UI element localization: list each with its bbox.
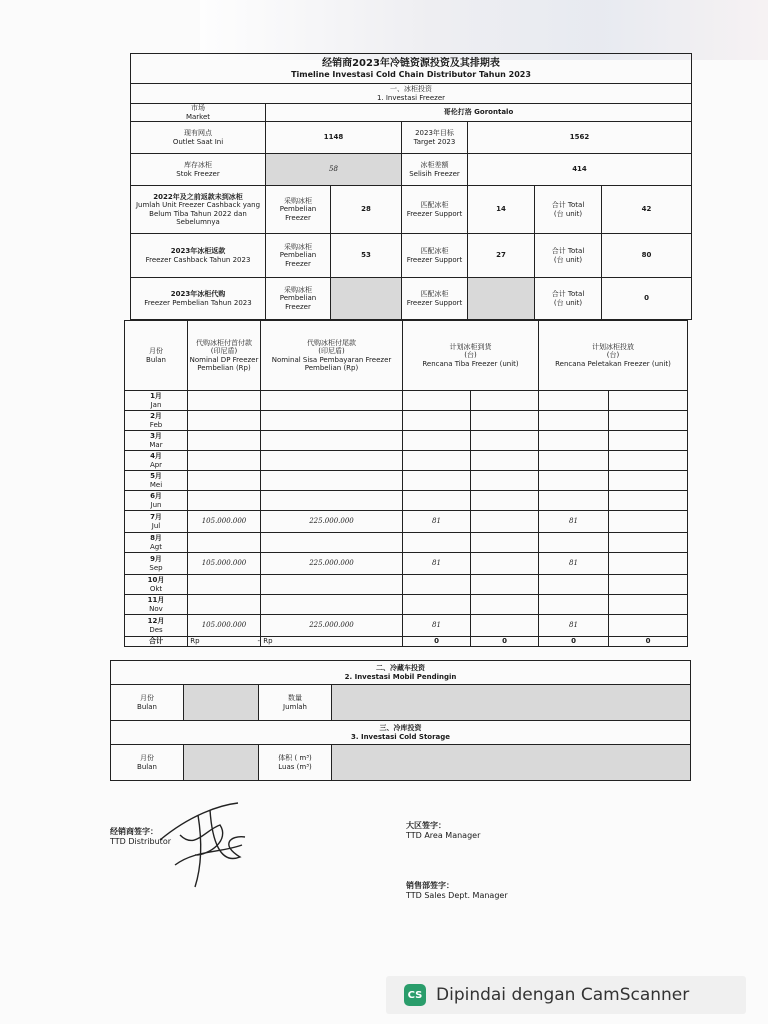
dp-value: 105.000.000 — [188, 553, 261, 575]
totals-dp: Rp - — [188, 637, 261, 647]
month-row — [125, 595, 688, 615]
support-label: 匹配冰柜 Freezer Support — [402, 278, 468, 320]
rest-value — [261, 491, 403, 511]
stock-label: 库存冰柜 Stok Freezer — [131, 154, 266, 186]
freezer-row-purchase-2023 — [131, 278, 692, 320]
month-row — [125, 615, 688, 637]
scan-glare — [200, 0, 768, 60]
purchase-label: 采购冰柜 Pembelian Freezer — [266, 234, 331, 278]
arrive-value: 81 — [403, 615, 471, 637]
place-extra — [609, 411, 688, 431]
form-title: 经销商2023年冷链资源投资及其排期表 Timeline Investasi Cold Chain Distributor Tahun 2023 — [131, 54, 692, 84]
rest-value: 225.000.000 — [261, 553, 403, 575]
sales-manager-signature-block: 销售部签字： TTD Sales Dept. Manager — [406, 881, 508, 900]
dp-value — [188, 451, 261, 471]
place-value — [539, 595, 609, 615]
arrive-value — [403, 491, 471, 511]
place-value: 81 — [539, 511, 609, 533]
purchase-label: 采购冰柜 Pembelian Freezer — [266, 278, 331, 320]
purchase-label: 采购冰柜 Pembelian Freezer — [266, 186, 331, 234]
month-label: 11月 Nov — [125, 595, 188, 615]
place-header: 计划冰柜投放 (台) Rencana Peletakan Freezer (unit) — [539, 321, 688, 391]
rest-value — [261, 391, 403, 411]
totals-rest: Rp — [261, 637, 403, 647]
section1-title: 一、冰柜投资 1. Investasi Freezer — [131, 84, 692, 104]
month-row — [125, 575, 688, 595]
section2-qty-label: 数量 Jumlah — [259, 685, 332, 721]
place-value — [539, 471, 609, 491]
total-label: 合计 Total (台 unit) — [535, 186, 602, 234]
totals-row — [125, 637, 688, 647]
place-value: 81 — [539, 615, 609, 637]
freezer-row-cashback-2023 — [131, 234, 692, 278]
arrive-value — [403, 575, 471, 595]
arrive-value — [403, 431, 471, 451]
purchase-value: 53 — [331, 234, 402, 278]
place-value — [539, 411, 609, 431]
rest-header: 代购冰柜付尾款 (印尼盾) Nominal Sisa Pembayaran Freezer Pembelian (Rp) — [261, 321, 403, 391]
area-manager-signature-block: 大区签字： TTD Area Manager — [406, 821, 481, 840]
total-value: 0 — [602, 278, 692, 320]
month-row — [125, 411, 688, 431]
month-label: 2月 Feb — [125, 411, 188, 431]
month-label: 9月 Sep — [125, 553, 188, 575]
arrive-extra — [471, 511, 539, 533]
totals-c3: 0 — [539, 637, 609, 647]
month-row — [125, 391, 688, 411]
freezer-row-cashback-2022 — [131, 186, 692, 234]
section2-month-value — [184, 685, 259, 721]
dp-value — [188, 471, 261, 491]
gap-label: 冰柜差额 Selisih Freezer — [402, 154, 468, 186]
arrive-extra — [471, 411, 539, 431]
place-value — [539, 431, 609, 451]
place-extra — [609, 451, 688, 471]
row-label: 2022年及之前返款未到冰柜 Jumlah Unit Freezer Cashback yang Belum Tiba Tahun 2022 dan Sebelumnya — [131, 186, 266, 234]
totals-label: 合计 — [125, 637, 188, 647]
dp-value — [188, 431, 261, 451]
place-extra — [609, 575, 688, 595]
dp-value: 105.000.000 — [188, 615, 261, 637]
dp-value — [188, 595, 261, 615]
month-label: 6月 Jun — [125, 491, 188, 511]
month-row — [125, 553, 688, 575]
investment-summary-table — [130, 53, 692, 320]
place-extra — [609, 431, 688, 451]
place-extra — [609, 553, 688, 575]
month-label: 5月 Mei — [125, 471, 188, 491]
camscanner-watermark — [386, 976, 746, 1014]
total-label: 合计 Total (台 unit) — [535, 278, 602, 320]
handwritten-signature — [150, 795, 250, 895]
dp-value — [188, 533, 261, 553]
dp-value — [188, 411, 261, 431]
arrive-extra — [471, 595, 539, 615]
place-value: 81 — [539, 553, 609, 575]
place-value — [539, 491, 609, 511]
section3-title: 三、冷库投资 3. Investasi Cold Storage — [111, 721, 691, 745]
section3-vol-value — [332, 745, 691, 781]
month-label: 7月 Jul — [125, 511, 188, 533]
totals-c1: 0 — [403, 637, 471, 647]
rest-value — [261, 451, 403, 471]
rest-value — [261, 431, 403, 451]
distributor-signature-block: 经销商签字： TTD Distributor — [110, 827, 172, 846]
dp-value — [188, 391, 261, 411]
section3-vol-label: 体积 ( m³) Luas (m³) — [259, 745, 332, 781]
place-extra — [609, 491, 688, 511]
arrive-value — [403, 391, 471, 411]
rest-value — [261, 595, 403, 615]
support-label: 匹配冰柜 Freezer Support — [402, 234, 468, 278]
place-value — [539, 533, 609, 553]
place-value — [539, 391, 609, 411]
arrive-value — [403, 471, 471, 491]
month-label: 12月 Des — [125, 615, 188, 637]
month-label: 4月 Apr — [125, 451, 188, 471]
arrive-extra — [471, 533, 539, 553]
rest-value: 225.000.000 — [261, 615, 403, 637]
arrive-value: 81 — [403, 511, 471, 533]
arrive-extra — [471, 615, 539, 637]
market-label: 市场 Market — [131, 104, 266, 122]
place-extra — [609, 391, 688, 411]
month-row — [125, 471, 688, 491]
target-label: 2023年目标 Target 2023 — [402, 122, 468, 154]
arrive-value: 81 — [403, 553, 471, 575]
market-value: 哥伦打洛 Gorontalo — [266, 104, 692, 122]
arrive-value — [403, 595, 471, 615]
place-extra — [609, 615, 688, 637]
totals-c2: 0 — [471, 637, 539, 647]
section2-title: 二、冷藏车投资 2. Investasi Mobil Pendingin — [111, 661, 691, 685]
month-row — [125, 431, 688, 451]
totals-c4: 0 — [609, 637, 688, 647]
rest-value — [261, 575, 403, 595]
vehicle-storage-table — [110, 660, 691, 781]
dp-header: 代购冰柜付首付款 (印尼盾) Nominal DP Freezer Pembelian (Rp) — [188, 321, 261, 391]
row-label: 2023年冰柜代购 Freezer Pembelian Tahun 2023 — [131, 278, 266, 320]
arrive-extra — [471, 391, 539, 411]
section2-qty-value — [332, 685, 691, 721]
section2-month-label: 月份 Bulan — [111, 685, 184, 721]
arrive-value — [403, 451, 471, 471]
section3-month-label: 月份 Bulan — [111, 745, 184, 781]
month-row — [125, 491, 688, 511]
dp-value — [188, 491, 261, 511]
gap-value: 414 — [468, 154, 692, 186]
arrive-extra — [471, 431, 539, 451]
support-value — [468, 278, 535, 320]
dp-value: 105.000.000 — [188, 511, 261, 533]
month-label: 3月 Mar — [125, 431, 188, 451]
place-value — [539, 451, 609, 471]
place-extra — [609, 533, 688, 553]
rest-value — [261, 471, 403, 491]
support-label: 匹配冰柜 Freezer Support — [402, 186, 468, 234]
rest-value: 225.000.000 — [261, 511, 403, 533]
month-header: 月份 Bulan — [125, 321, 188, 391]
place-value — [539, 575, 609, 595]
row-label: 2023年冰柜返款 Freezer Cashback Tahun 2023 — [131, 234, 266, 278]
outlet-value: 1148 — [266, 122, 402, 154]
dp-value — [188, 575, 261, 595]
section3-month-value — [184, 745, 259, 781]
place-extra — [609, 471, 688, 491]
month-label: 1月 Jan — [125, 391, 188, 411]
camscanner-text: Dipindai dengan CamScanner — [436, 985, 690, 1005]
purchase-value: 28 — [331, 186, 402, 234]
stock-value: 58 — [266, 154, 402, 186]
purchase-value — [331, 278, 402, 320]
total-value: 80 — [602, 234, 692, 278]
arrive-extra — [471, 575, 539, 595]
place-extra — [609, 595, 688, 615]
rest-value — [261, 411, 403, 431]
arrive-value — [403, 411, 471, 431]
month-row — [125, 511, 688, 533]
arrive-extra — [471, 553, 539, 575]
arrive-value — [403, 533, 471, 553]
arrive-header: 计划冰柜到货 (台) Rencana Tiba Freezer (unit) — [403, 321, 539, 391]
arrive-extra — [471, 471, 539, 491]
support-value: 14 — [468, 186, 535, 234]
place-extra — [609, 511, 688, 533]
arrive-extra — [471, 451, 539, 471]
camscanner-icon: CS — [404, 984, 426, 1006]
outlet-label: 现有网点 Outlet Saat Ini — [131, 122, 266, 154]
monthly-schedule-table — [124, 320, 688, 647]
month-row — [125, 451, 688, 471]
month-label: 10月 Okt — [125, 575, 188, 595]
total-label: 合计 Total (台 unit) — [535, 234, 602, 278]
arrive-extra — [471, 491, 539, 511]
month-label: 8月 Agt — [125, 533, 188, 553]
rest-value — [261, 533, 403, 553]
support-value: 27 — [468, 234, 535, 278]
target-value: 1562 — [468, 122, 692, 154]
total-value: 42 — [602, 186, 692, 234]
month-row — [125, 533, 688, 553]
